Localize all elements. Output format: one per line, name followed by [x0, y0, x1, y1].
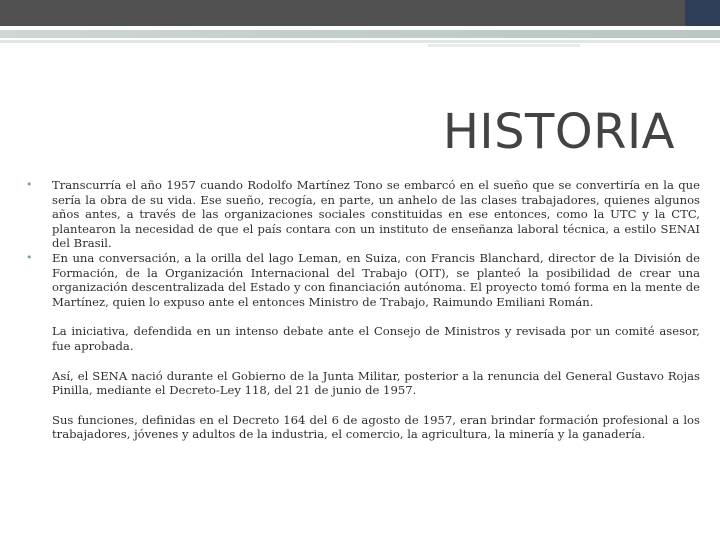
- bullet-item: [20, 251, 700, 309]
- bullet-list: [20, 178, 700, 309]
- body-paragraph: La iniciativa, defendida en un intenso debate ante el Consejo de Ministros y revisada por un comité asesor, fue aprobada.: [52, 324, 700, 353]
- slide-title: HISTORIA: [442, 104, 675, 160]
- body-paragraph: Sus funciones, definidas en el Decreto 164 del 6 de agosto de 1957, eran brindar formación profesional a los trabajadores, jóvenes y adultos de la industria, el comercio, la agricultura, la minería y la ganadería.: [52, 412, 700, 442]
- bullet-icon: •: [26, 250, 33, 264]
- header-stripe-wide: [0, 30, 720, 38]
- top-decor-bar: [0, 0, 720, 26]
- bullet-item: [20, 178, 700, 251]
- bullet-text: Transcurría el año 1957 cuando Rodolfo Martínez Tono se embarcó en el sueño que se convertiría en la que sería la obra de su vida. Ese sueño, recogía, en parte, un anhelo de las clases trabajadores, quienes algunos años antes, a través de las organizaciones sociales constituidas en ese entonces, como la UTC y la CTC, plantearon la necesidad de que el país contara con un instituto de enseñanza laboral técnica, a estilo SENAI del Brasil.: [52, 178, 700, 251]
- slide-body: [20, 178, 700, 442]
- bullet-text: En una conversación, a la orilla del lago Leman, en Suiza, con Francis Blanchard, director de la División de Formación, de la Organización Internacional del Trabajo (OIT), se planteó la posibilidad de crear una organización descentralizada del Estado y con financiación autónoma. El proyecto tomó forma en la mente de Martínez, quien lo expuso ante el entonces Ministro de Trabajo, Raimundo Emiliani Román.: [52, 250, 700, 309]
- bullet-icon: •: [26, 178, 33, 191]
- body-paragraph: Así, el SENA nació durante el Gobierno de la Junta Militar, posterior a la renuncia del General Gustavo Rojas Pinilla, mediante el Decreto-Ley 118, del 21 de junio de 1957.: [52, 368, 700, 398]
- header-stripe-accent: [428, 44, 580, 47]
- top-decor-tab: [685, 0, 720, 26]
- header-stripe-thin: [0, 40, 720, 43]
